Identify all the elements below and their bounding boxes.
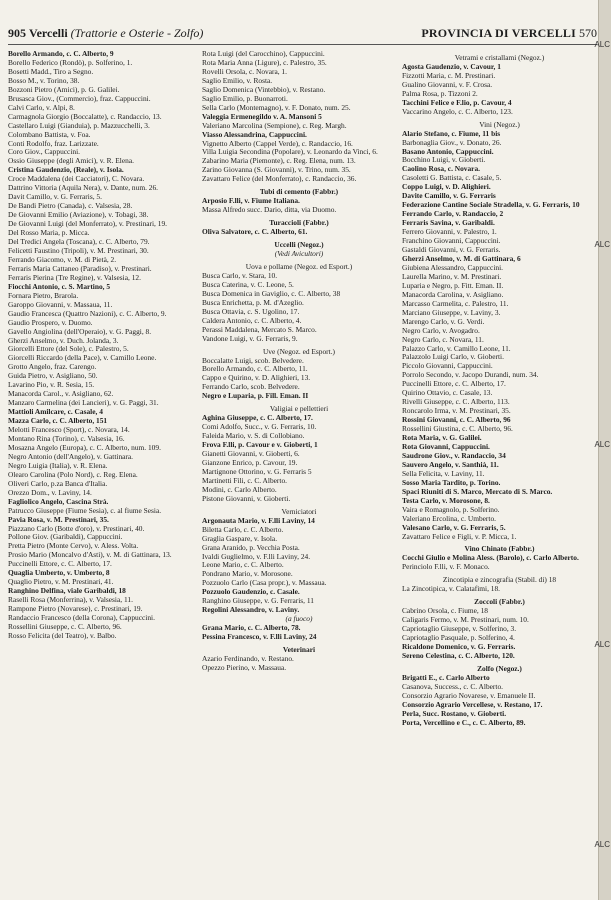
directory-entry: Del Tredici Angela (Toscana), c. C. Alberto, 79. xyxy=(8,238,150,247)
directory-entry: Graglia Gaspare, v. Isola. xyxy=(202,534,278,543)
directory-entry: Davit Camillo, v. G. Ferraris, 5. xyxy=(8,193,102,202)
directory-entry: Coppo Luigi, v. D. Alighieri. xyxy=(402,183,491,192)
directory-entry: Giorcelli Riccardo (della Pace), v. Camillo Leone. xyxy=(8,354,157,363)
directory-entry: Ranghino Giuseppe, v. G. Ferraris, 11 xyxy=(202,597,314,606)
category-heading: Zoccoli (Fabbr.) xyxy=(474,597,525,607)
directory-entry: Testa Carlo, v. Morosone, 8. xyxy=(402,496,490,505)
directory-entry: Fornara Pietro, Brarola. xyxy=(8,291,79,300)
directory-entry: Croce Maddalena (dei Cacciatori), C. Novara. xyxy=(8,175,145,184)
directory-entry: Palazzo Carlo, v. Camillo Leone, 11. xyxy=(402,344,511,353)
directory-entry: Negro Carlo, v. Avogadro. xyxy=(402,326,480,335)
directory-entry: Borello Armando, c. C. Alberto, 11. xyxy=(202,365,308,374)
header-right xyxy=(421,26,597,41)
directory-entry: Capriotaglio Giuseppe, v. Solferino, 3. xyxy=(402,625,517,634)
directory-entry: Pozzuolo Gaudenzio, c. Casale. xyxy=(202,588,300,597)
directory-entry: Pessina Francesco, v. F.lli Laviny, 24 xyxy=(202,633,317,642)
directory-entry: Gherzi Anselmo, v. M. di Gattinara, 6 xyxy=(402,254,521,263)
directory-entry: Busca Enrichetta, p. M. d'Azeglio. xyxy=(202,298,304,307)
directory-entry: Pavia Rosa, v. M. Prestinari, 35. xyxy=(8,515,109,524)
section-title: (Trattorie e Osterie - Zolfo) xyxy=(70,26,204,40)
category-heading: Veterinari xyxy=(282,645,316,655)
directory-entry: Negro Carlo, c. Novara, 11. xyxy=(402,335,484,344)
directory-entry: Luparia e Negro, p. Fitt. Eman. II. xyxy=(402,281,504,290)
directory-entry: Cabrino Orsola, c. Fiume, 18 xyxy=(402,607,489,616)
directory-entry: Grana Aranido, p. Vecchia Posta. xyxy=(202,543,300,552)
directory-entry: Frova F.lli, p. Cavour e v. Gioberti, 1 xyxy=(202,441,318,450)
directory-entry: Opezzo Pierino, v. Massaua. xyxy=(202,663,287,672)
directory-entry: Marciano Giuseppe, v. Laviny, 3. xyxy=(402,308,501,317)
directory-entry: Oliva Salvatore, c. C. Alberto, 61. xyxy=(202,228,308,237)
directory-entry: Felicetti Faustino (Tripoli), v. M. Prestinari, 30. xyxy=(8,246,149,255)
directory-entry: Sosso Maria Tardito, p. Torino. xyxy=(402,478,501,487)
directory-entry: Orezzo Dom., v. Laviny, 14. xyxy=(8,488,92,497)
directory-entry: Castellaro Luigi (Gianduia), p. Mazzucchelli, 3. xyxy=(8,121,150,130)
category-note: (Vedi Avicultori) xyxy=(274,249,324,259)
directory-entry: Piazzano Carlo (Botte d'oro), v. Prestinari, 40. xyxy=(8,524,145,533)
directory-entry: Zavattaro Felice (del Monferrato), c. Randaccio, 36. xyxy=(202,175,357,184)
category-heading: Turaccioli (Fabbr.) xyxy=(269,218,329,228)
directory-entry: Sella Felicita, v. Laviny, 11. xyxy=(402,469,485,478)
directory-entry: Pondrano Mario, v. Morosone. xyxy=(202,570,293,579)
directory-entry: Casoletti G. Battista, c. Casale, 5. xyxy=(402,174,502,183)
directory-entry: Rampone Pietro (Novarese), c. Prestinari, 19. xyxy=(8,605,143,614)
directory-entry: Vignetto Alberto (Cappel Verde), c. Randaccio, 16. xyxy=(202,139,353,148)
directory-entry: Gherzi Anselmo, v. Duch. Jolanda, 3. xyxy=(8,336,119,345)
category-heading: Valigiai e pellettieri xyxy=(269,404,329,414)
directory-entry: Laurella Marino, v. M. Prestinari. xyxy=(402,272,502,281)
directory-entry: De Bandi Pietro (Canada), c. Valsesia, 28. xyxy=(8,202,133,211)
directory-entry: Caolino Rosa, c. Novara. xyxy=(402,165,481,174)
directory-entry: Federazione Cantine Sociale Stradella, v. G. Ferraris, 10 xyxy=(402,201,580,210)
directory-entry: Roncarolo Irma, v. M. Prestinari, 35. xyxy=(402,407,511,416)
header-rule xyxy=(8,44,597,45)
directory-entry: Agosta Gaudenzio, v. Cavour, 1 xyxy=(402,62,501,71)
category-heading: Zolfo (Negoz.) xyxy=(477,663,522,673)
category-heading: Zincotipia e zincografia (Stabil. di) 18 xyxy=(442,575,557,585)
directory-entry: Vaira e Romagnolo, p. Solferino. xyxy=(402,505,500,514)
directory-entry: Guida Pietro, v. Asigliano, 50. xyxy=(8,372,98,381)
directory-entry: Fiocchi Antonio, c. S. Martino, 5 xyxy=(8,282,111,291)
directory-entry: Negro Antonio (dell'Angelo), v. Gattinara. xyxy=(8,452,134,461)
directory-entry: Vaccarino Angelo, c. C. Alberto, 123. xyxy=(402,107,513,116)
directory-entry: Mattioli Amilcare, c. Casale, 4 xyxy=(8,408,103,417)
directory-entry: Palazzolo Luigi Carlo, v. Gioberti. xyxy=(402,353,504,362)
column-middle xyxy=(202,50,396,896)
directory-entry: Cocchi Giulio e Molina Aless. (Barolo), c. Carlo Alberto. xyxy=(402,554,579,563)
directory-entry: Gaudio Francesca (Quattro Nazioni), c. C. Alberto, 9. xyxy=(8,309,167,318)
directory-entry: Garoppo Giovanni, v. Massaua, 11. xyxy=(8,300,113,309)
directory-entry: Leone Mario, c. C. Alberto. xyxy=(202,561,284,570)
edge-label: ALC xyxy=(594,240,610,249)
directory-entry: Valesano Carlo, v. G. Ferraris, 5. xyxy=(402,523,506,532)
directory-entry: Aghina Giuseppe, c. C. Alberto, 17. xyxy=(202,414,313,423)
category-heading: Uccelli (Negoz.) xyxy=(274,240,324,250)
page-number-right: 570 xyxy=(579,26,597,40)
directory-entry: Pollone Giov. (Garibaldi), Cappuccini. xyxy=(8,533,123,542)
directory-entry: Sauvero Angelo, v. Santhià, 11. xyxy=(402,460,499,469)
directory-entry: Sereno Celestina, c. C. Alberto, 120. xyxy=(402,651,515,660)
directory-entry: Negro e Luparia, p. Fill. Eman. II xyxy=(202,392,309,401)
directory-entry: Bocchino Luigi, v. Gioberti. xyxy=(402,156,486,165)
directory-entry: Comi Adolfo, Succ., v. G. Ferraris, 10. xyxy=(202,423,317,432)
directory-entry: Gavello Angiolina (dell'Operaio), v. G. Paggi, 8. xyxy=(8,327,152,336)
directory-entry: Giorcelli Ettore (del Sole), c. Palestro, 5. xyxy=(8,345,129,354)
directory-entry: Franchino Giovanni, Cappuccini. xyxy=(402,237,501,246)
directory-entry: Perinciolo F.lli, v. F. Monaco. xyxy=(402,563,490,572)
directory-entry: Zavattaro Felice e Figli, v. P. Micca, 1. xyxy=(402,532,517,541)
directory-entry: Borello Federico (Rondò), p. Solferino, 1. xyxy=(8,58,133,67)
directory-entry: Ossio Giuseppe (degli Amici), v. R. Elena. xyxy=(8,157,134,166)
directory-entry: Busca Ottavia, c. S. Ugolino, 17. xyxy=(202,307,300,316)
directory-entry: Porta, Vercellino e C., c. C. Alberto, 89. xyxy=(402,718,526,727)
directory-entry: Busca Domenica in Gaviglio, c. C. Alberto, 38 xyxy=(202,289,341,298)
directory-entry: Marengo Carlo, v. G. Verdi. xyxy=(402,317,485,326)
directory-entry: La Zincotipica, v. Calatafimi, 18. xyxy=(402,585,501,594)
directory-entry: Consorzio Agrario Novarese, v. Emanuele II. xyxy=(402,691,536,700)
directory-entry: Gualino Giovanni, v. F. Crosa. xyxy=(402,80,493,89)
page-header xyxy=(8,24,597,46)
directory-entry: Azario Ferdinando, v. Restano. xyxy=(202,655,294,663)
directory-entry: Spaci Riuniti di S. Marco, Mercato di S. Marco. xyxy=(402,487,553,496)
directory-entry: Bosetti Madd., Tiro a Segno. xyxy=(8,67,94,76)
category-heading: Vini (Negoz.) xyxy=(479,119,520,129)
city-name: Vercelli xyxy=(29,26,68,40)
category-heading: Tubi di cemento (Fabbr.) xyxy=(259,187,339,197)
category-heading: Uve (Negoz. ed Esport.) xyxy=(262,346,336,356)
directory-entry: Capriotaglio Pasquale, p. Solferino, 4. xyxy=(402,634,515,643)
directory-entry: Palma Rosa, p. Tizzoni 2. xyxy=(402,89,478,98)
directory-entry: Puccinelli Ettore, c. C. Alberto, 17. xyxy=(8,560,112,569)
directory-entry: Brigatti E., c. Carlo Alberto xyxy=(402,673,490,682)
directory-entry: Raselli Rosa (Monferrina), v. Valsesia, 11. xyxy=(8,596,133,605)
directory-entry: Perla, Succ. Rostano, v. Gioberti. xyxy=(402,709,507,718)
directory-entry: Olearo Carolina (Polo Nord), c. Reg. Elena. xyxy=(8,470,138,479)
directory-entry: Consorzio Agrario Vercellese, v. Restano, 17. xyxy=(402,700,543,709)
page-edge-strip xyxy=(594,0,611,900)
directory-entry: Boccalatte Luigi, scob. Belvedere. xyxy=(202,356,304,365)
directory-entry: Viasso Alessandrina, Cappuccini. xyxy=(202,130,307,139)
directory-entry: Ferrando Carlo, v. Randaccio, 2 xyxy=(402,210,504,219)
directory-entry: Martignone Ottorino, v. G. Ferraris 5 xyxy=(202,467,312,476)
directory-entry: Rossellini Giuseppe, c. C. Alberto, 96. xyxy=(8,623,122,631)
directory-entry: Gianetti Giovanni, v. Gioberti, 6. xyxy=(202,450,300,459)
directory-entry: Saglio Emilio, v. Rosta. xyxy=(202,76,273,85)
edge-label: ALC xyxy=(594,440,610,449)
directory-entry: Melotti Francesco (Sport), c. Novara, 14. xyxy=(8,426,130,435)
directory-entry: Caldera Antonio, c. C. Alberto, 4. xyxy=(202,316,302,325)
directory-entry: Quirino Ottavio, c. Casale, 13. xyxy=(402,389,493,398)
directory-entry: Caligaris Fermo, v. M. Prestinari, num. 10. xyxy=(402,616,529,625)
directory-entry: Calvi Carlo, v. Alpi, 8. xyxy=(8,103,75,112)
directory-entry: Rossellini Giustina, c. C. Alberto, 96. xyxy=(402,425,513,434)
directory-entry: Mazza Carlo, c. C. Alberto, 151 xyxy=(8,417,108,426)
directory-entry: Ferraris Maria Cattaneo (Paradiso), v. Prestinari. xyxy=(8,264,152,273)
directory-entry: Ferraris Pierina (Tre Regine), v. Valsesia, 12. xyxy=(8,273,141,282)
directory-entry: Faleida Mario, v. S. di Collobiano. xyxy=(202,432,305,441)
directory-entry: Quaglio Pietro, v. M. Prestinari, 41. xyxy=(8,578,114,587)
directory-entry: Fizzotti Maria, c. M. Prestinari. xyxy=(402,71,496,80)
directory-entry: Davite Camillo, v. G. Ferraris xyxy=(402,192,496,201)
directory-entry: Busca Caterina, v. C. Leone, 5. xyxy=(202,280,294,289)
directory-entry: Carmagnola Giorgio (Boccalatte), c. Randaccio, 13. xyxy=(8,112,162,121)
directory-entry: Puccinelli Ettore, c. C. Alberto, 17. xyxy=(402,380,506,389)
edge-label: ALC xyxy=(594,40,610,49)
directory-entry: Pretta Pietro (Monte Cervo), v. Aless. Volta. xyxy=(8,542,139,551)
directory-entry: Basano Antonio, Cappuccini. xyxy=(402,147,494,156)
directory-entry: Coro Giov., Cappuccini. xyxy=(8,148,80,157)
directory-entry: Patrucco Giuseppe (Fiume Sesia), c. al fiume Sesia. xyxy=(8,506,162,515)
directory-entry: Ivaldi Guglielmo, v. F.lli Laviny, 24. xyxy=(202,552,311,561)
directory-entry: Marcasso Carmelita, c. Palestro, 11. xyxy=(402,299,509,308)
directory-entry: Manacorda Carolina, v. Asigliano. xyxy=(402,290,504,299)
directory-entry: Cristina Gaudenzio, (Reale), v. Isola. xyxy=(8,166,124,175)
directory-entry: Grotto Angelo, fraz. Carengo. xyxy=(8,363,97,372)
directory-entry: Rota Luigi (del Carocchino), Cappuccini. xyxy=(202,50,325,58)
directory-entry: Massa Alfredo succ. Dario, ditta, via Duomo. xyxy=(202,206,337,215)
directory-entry: Lavarino Pio, v. R. Sesia, 15. xyxy=(8,381,95,390)
edge-label: ALC xyxy=(594,640,610,649)
category-heading: Vino Chinato (Fabbr.) xyxy=(464,544,535,554)
directory-entry: Pozzuolo Carlo (Casa propr.), v. Massaua. xyxy=(202,579,327,588)
directory-entry: Randaccio Francesco (della Corona), Cappuccini. xyxy=(8,614,155,623)
directory-entry: Del Rosso Maria, p. Micca. xyxy=(8,229,90,238)
directory-entry: Bozzoni Pietro (Amici), p. G. Galilei. xyxy=(8,85,120,94)
directory-entry: Modini, c. Carlo Alberto. xyxy=(202,485,277,494)
directory-entry: Valeriano Marcolina (Sempione), c. Reg. Margh. xyxy=(202,121,347,130)
header-left xyxy=(8,26,203,41)
directory-entry: Gianzone Enrico, p. Cavour, 19. xyxy=(202,458,298,467)
column-left xyxy=(8,50,196,896)
directory-entry: Ricaldone Domenico, v. G. Ferraris. xyxy=(402,643,516,651)
edge-label: ALC xyxy=(594,840,610,849)
directory-entry: Ferrando Giacomo, v. M. di Pietà, 2. xyxy=(8,255,117,264)
directory-entry: Prosio Mario (Moncalvo d'Asti), v. M. di Gattinara, 13. xyxy=(8,551,172,560)
directory-entry: Rosso Felicita (del Teatro), v. Balbo. xyxy=(8,631,117,640)
category-heading: Verniciatori xyxy=(281,506,317,516)
directory-entry: Rovelli Orsola, c. Novara, 1. xyxy=(202,67,287,76)
directory-entry: Quaglia Umberto, v. Umberto, 8 xyxy=(8,569,110,578)
directory-entry: Fagliolico Angelo, Cascina Strà. xyxy=(8,497,109,506)
directory-entry: Saudrone Giov., v. Randaccio, 34 xyxy=(402,451,506,460)
directory-entry: Villa Luigia Secondina (Popolare), v. Leonardo da Vinci, 6. xyxy=(202,148,378,157)
directory-entry: Rota Giovanni, Cappuccini. xyxy=(402,442,490,451)
directory-entry: Ferrero Giovanni, v. Palestro, 1. xyxy=(402,228,497,237)
directory-entry: Pistone Giovanni, v. Gioberti. xyxy=(202,494,291,503)
directory-entry: Montano Rina (Torino), c. Valsesia, 16. xyxy=(8,434,125,443)
directory-entry: Busca Carlo, v. Stara, 10. xyxy=(202,271,278,280)
directory-entry: Perassi Maddalena, Mercato S. Marco. xyxy=(202,325,317,334)
directory-entry: Alario Stefano, c. Fiume, 11 bis xyxy=(402,129,501,138)
directory-entry: Grana Mario, c. C. Alberto, 78. xyxy=(202,624,301,633)
directory-entry: Bosso M., v. Torino, 38. xyxy=(8,76,80,85)
directory-entry: Porrolo Secondo, v. Jacopo Durandi, num. 34. xyxy=(402,371,539,380)
directory-entry: Piccolo Giovanni, Cappuccini. xyxy=(402,362,493,371)
directory-entry: Valeggia Ermenegildo v. A. Mansoni 5 xyxy=(202,112,322,121)
directory-entry: Rossini Giovanni, c. C. Alberto, 96 xyxy=(402,416,511,425)
directory-entry: Argonauta Mario, v. F.lli Laviny, 14 xyxy=(202,516,315,525)
directory-entry: Valeriano Ercolina, c. Umberto. xyxy=(402,514,496,523)
directory-entry: Barbonaglia Giov., v. Donato, 26. xyxy=(402,138,502,147)
directory-entry: Cappo e Quirino, v. D. Alighieri, 13. xyxy=(202,374,311,383)
directory-entry: Gastaldi Giovanni, v. G. Ferraris. xyxy=(402,246,501,255)
directory-entry: Dattrino Vittoria (Aquila Nera), v. Dante, num. 26. xyxy=(8,184,158,193)
directory-entry: Vandone Luigi, v. G. Ferraris, 9. xyxy=(202,334,298,343)
directory-entry: Ferraris Savina, v. Garibaldi. xyxy=(402,219,495,228)
directory-entry: Arposio F.lli, v. Fiume Italiana. xyxy=(202,197,300,206)
directory-entry: De Giovanni Emilio (Aviazione), v. Tobagi, 38. xyxy=(8,211,149,220)
directory-entry: Rivelli Giuseppe, c. C. Alberto, 113. xyxy=(402,398,510,407)
directory-entry: Manzaro Carmelina (dei Lancieri), v. G. Paggi, 31. xyxy=(8,399,159,408)
directory-entry: Sella Carlo (Montemagno), v. F. Donato, num. 25. xyxy=(202,103,351,112)
directory-entry: Ferrando Carlo, scob. Belvedere. xyxy=(202,383,300,392)
directory-entry: Saglio Domenica (Vintebbio), v. Restano. xyxy=(202,85,326,94)
directory-entry: Gaudio Prospero, v. Duomo. xyxy=(8,318,93,327)
directory-entry: Giubiena Alessandro, Cappuccini. xyxy=(402,263,503,272)
directory-entry: Ranghino Delfina, viale Garibaldi, 18 xyxy=(8,587,126,596)
directory-entry: Casanova, Success., c. C. Alberto. xyxy=(402,682,503,691)
directory-entry: Brusasca Giov., (Commercio), fraz. Cappuccini. xyxy=(8,94,151,103)
directory-entry: Negro Luigia (Italia), v. R. Elena. xyxy=(8,461,108,470)
directory-entry: De Giovanni Luigi (del Monferrato), v. Prestinari, 19. xyxy=(8,220,167,229)
directory-entry: Colombano Battista, v. Foa. xyxy=(8,130,91,139)
directory-entry: Rota Maria Anna (Ligure), c. Palestro, 35. xyxy=(202,58,327,67)
page-number: 905 xyxy=(8,26,26,40)
directory-entry: Borello Armando, c. C. Alberto, 9 xyxy=(8,50,114,58)
category-heading: Vetrami e cristallami (Negoz.) xyxy=(454,53,545,62)
column-right xyxy=(402,50,597,896)
directory-entry: Rota Maria, v. G. Galilei. xyxy=(402,434,482,443)
directory-entry: Mosazna Angelo (Europa), c. C. Alberto, num. 109. xyxy=(8,443,161,452)
directory-entry: Zabarino Maria (Piemonte), c. Reg. Elena, num. 13. xyxy=(202,157,356,166)
directory-entry: Oliveri Carlo, p.za Banca d'Italia. xyxy=(8,479,108,488)
category-note: (a fuoco) xyxy=(285,614,313,624)
directory-entry: Biletta Carlo, c. C. Alberto. xyxy=(202,525,284,534)
directory-entry: Tacchini Felice e F.lio, p. Cavour, 4 xyxy=(402,98,512,107)
directory-entry: Saglio Emilio, p. Buonarroti. xyxy=(202,94,288,103)
directory-entry: Martinetti Fili, c. C. Alberto. xyxy=(202,476,287,485)
directory-entry: Manacorda Carol., v. Asigliano, 62. xyxy=(8,390,114,399)
directory-entry: Zarino Giovanna (S. Giovanni), v. Trino, num. 35. xyxy=(202,166,351,175)
directory-entry: Conti Rodolfo, fraz. Larizzate. xyxy=(8,139,99,148)
directory-entry: Regolini Alessandro, v. Laviny. xyxy=(202,606,300,615)
province-title: PROVINCIA DI VERCELLI xyxy=(421,26,576,40)
category-heading: Uova e pollame (Negoz. ed Esport.) xyxy=(245,261,353,271)
